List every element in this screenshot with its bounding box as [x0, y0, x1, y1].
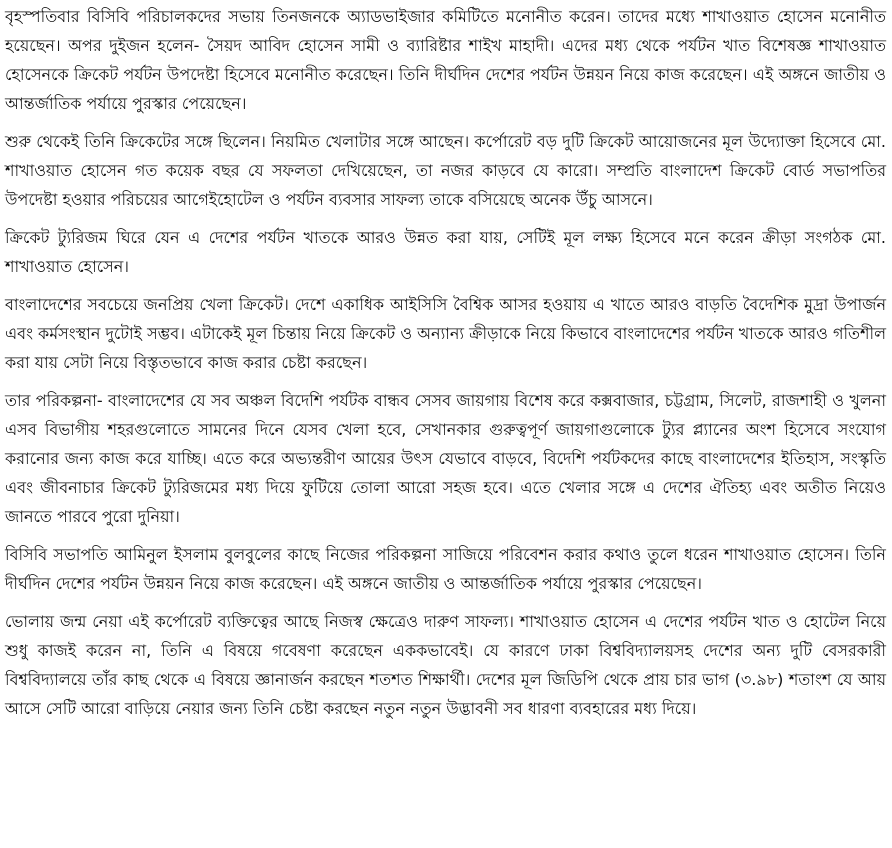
paragraph: ভোলায় জন্ম নেয়া এই কর্পোরেট ব্যক্তিত্বের আছে নিজস্ব ক্ষেত্রেও দারুণ সাফল্য। শাখাওয়াত হোসেন এ দেশের পর্যটন খাত ও হোটেল নিয়ে শুধু কাজই করেন না, তিনি এ বিষয়ে গবেষণা করেছেন এককভাবেই। যে কারণে ঢাকা বিশ্ববিদ্যালয়সহ দেশের অন্য দুটি বেসরকারী বিশ্ববিদ্যালয়ে তাঁর কাছ থেকে এ বিষয়ে জ্ঞানার্জন করছেন শতশত শিক্ষার্থী। দেশের মূল জিডিপি থেকে প্রায় চার ভাগ (৩.৯৮) শতাংশ যে আয় আসে সেটি আরো বাড়িয়ে নেয়ার জন্য তিনি চেষ্টা করছেন নতুন নতুন উদ্ভাবনী সব ধারণা ব্যবহারের মধ্য দিয়ে। [5, 612, 886, 718]
paragraph: শুরু থেকেই তিনি ক্রিকেটের সঙ্গে ছিলেন। নিয়মিত খেলাটার সঙ্গে আছেন। কর্পোরেট বড় দুটি ক্রিকেট আয়োজনের মূল উদ্যোক্তা হিসেবে মো. শাখাওয়াত হোসেন গত কয়েক বছর যে সফলতা দেখিয়েছেন, তা নজর কাড়বে যে কারো। সম্প্রতি বাংলাদেশ ক্রিকেট বোর্ড সভাপতির উপদেষ্টা হওয়ার পরিচয়ের আগেইহোটেল ও পর্যটন ব্যবসার সাফল্য তাকে বসিয়েছে অনেক উঁচু আসনে। [5, 132, 886, 209]
paragraph: বিসিবি সভাপতি আমিনুল ইসলাম বুলবুলের কাছে নিজের পরিকল্পনা সাজিয়ে পরিবেশন করার কথাও তুলে ধরেন শাখাওয়াত হোসেন। তিনি দীর্ঘদিন দেশের পর্যটন উন্নয়ন নিয়ে কাজ করেছেন। এই অঙ্গনে জাতীয় ও আন্তর্জাতিক পর্যায়ে পুরস্কার পেয়েছেন। [5, 545, 886, 593]
paragraph: বাংলাদেশের সবচেয়ে জনপ্রিয় খেলা ক্রিকেট। দেশে একাধিক আইসিসি বৈশ্বিক আসর হওয়ায় এ খাতে আরও বাড়তি বৈদেশিক মুদ্রা উপার্জন এবং কর্মসংস্থান দুটোই সম্ভব। এটাকেই মূল চিন্তায় নিয়ে ক্রিকেট ও অন্যান্য ক্রীড়াকে নিয়ে কিভাবে বাংলাদেশের পর্যটন খাতকে আরও গতিশীল করা যায় সেটা নিয়ে বিস্তৃতভাবে কাজ করার চেষ্টা করছেন। [5, 295, 886, 372]
paragraph: তার পরিকল্পনা- বাংলাদেশের যে সব অঞ্চল বিদেশি পর্যটক বান্ধব সেসব জায়গায় বিশেষ করে কক্সবাজার, চট্টগ্রাম, সিলেট, রাজশাহী ও খুলনা এসব বিভাগীয় শহরগুলোতে সামনের দিনে যেসব খেলা হবে, সেখানকার গুরুত্বপূর্ণ জায়গাগুলোকে ট্যুর প্ল্যানের অংশ হিসেবে সংযোগ করানোর জন্য কাজ করে যাচ্ছি। এতে করে অভ্যন্তরীণ আয়ের উৎস যেভাবে বাড়বে, বিদেশি পর্যটকদের কাছে বাংলাদেশের ইতিহাস, সংস্কৃতি এবং জীবনাচার ক্রিকেট ট্যুরিজমের মধ্য দিয়ে ফুটিয়ে তোলা আরো সহজ হবে। এতে খেলার সঙ্গে এ দেশের ঐতিহ্য এবং অতীত নিয়েও জানতে পারবে পুরো দুনিয়া। [5, 391, 886, 526]
paragraph: বৃহস্পতিবার বিসিবি পরিচালকদের সভায় তিনজনকে অ্যাডভাইজার কমিটিতে মনোনীত করেন। তাদের মধ্যে শাখাওয়াত হোসেন মনোনীত হয়েছেন। অপর দুইজন হলেন- সৈয়দ আবিদ হোসেন সামী ও ব্যারিষ্টার শাইখ মাহাদী। এদের মধ্য থেকে পর্যটন খাত বিশেষজ্ঞ শাখাওয়াত হোসেনকে ক্রিকেট পর্যটন উপদেষ্টা হিসেবে মনোনীত করেছেন। তিনি দীর্ঘদিন দেশের পর্যটন উন্নয়ন নিয়ে কাজ করেছেন। এই অঙ্গনে জাতীয় ও আন্তর্জাতিক পর্যায়ে পুরস্কার পেয়েছেন। [5, 7, 886, 113]
paragraph: ক্রিকেট ট্যুরিজম ঘিরে যেন এ দেশের পর্যটন খাতকে আরও উন্নত করা যায়, সেটিই মূল লক্ষ্য হিসেবে মনে করেন ক্রীড়া সংগঠক মো. শাখাওয়াত হোসেন। [5, 228, 886, 276]
